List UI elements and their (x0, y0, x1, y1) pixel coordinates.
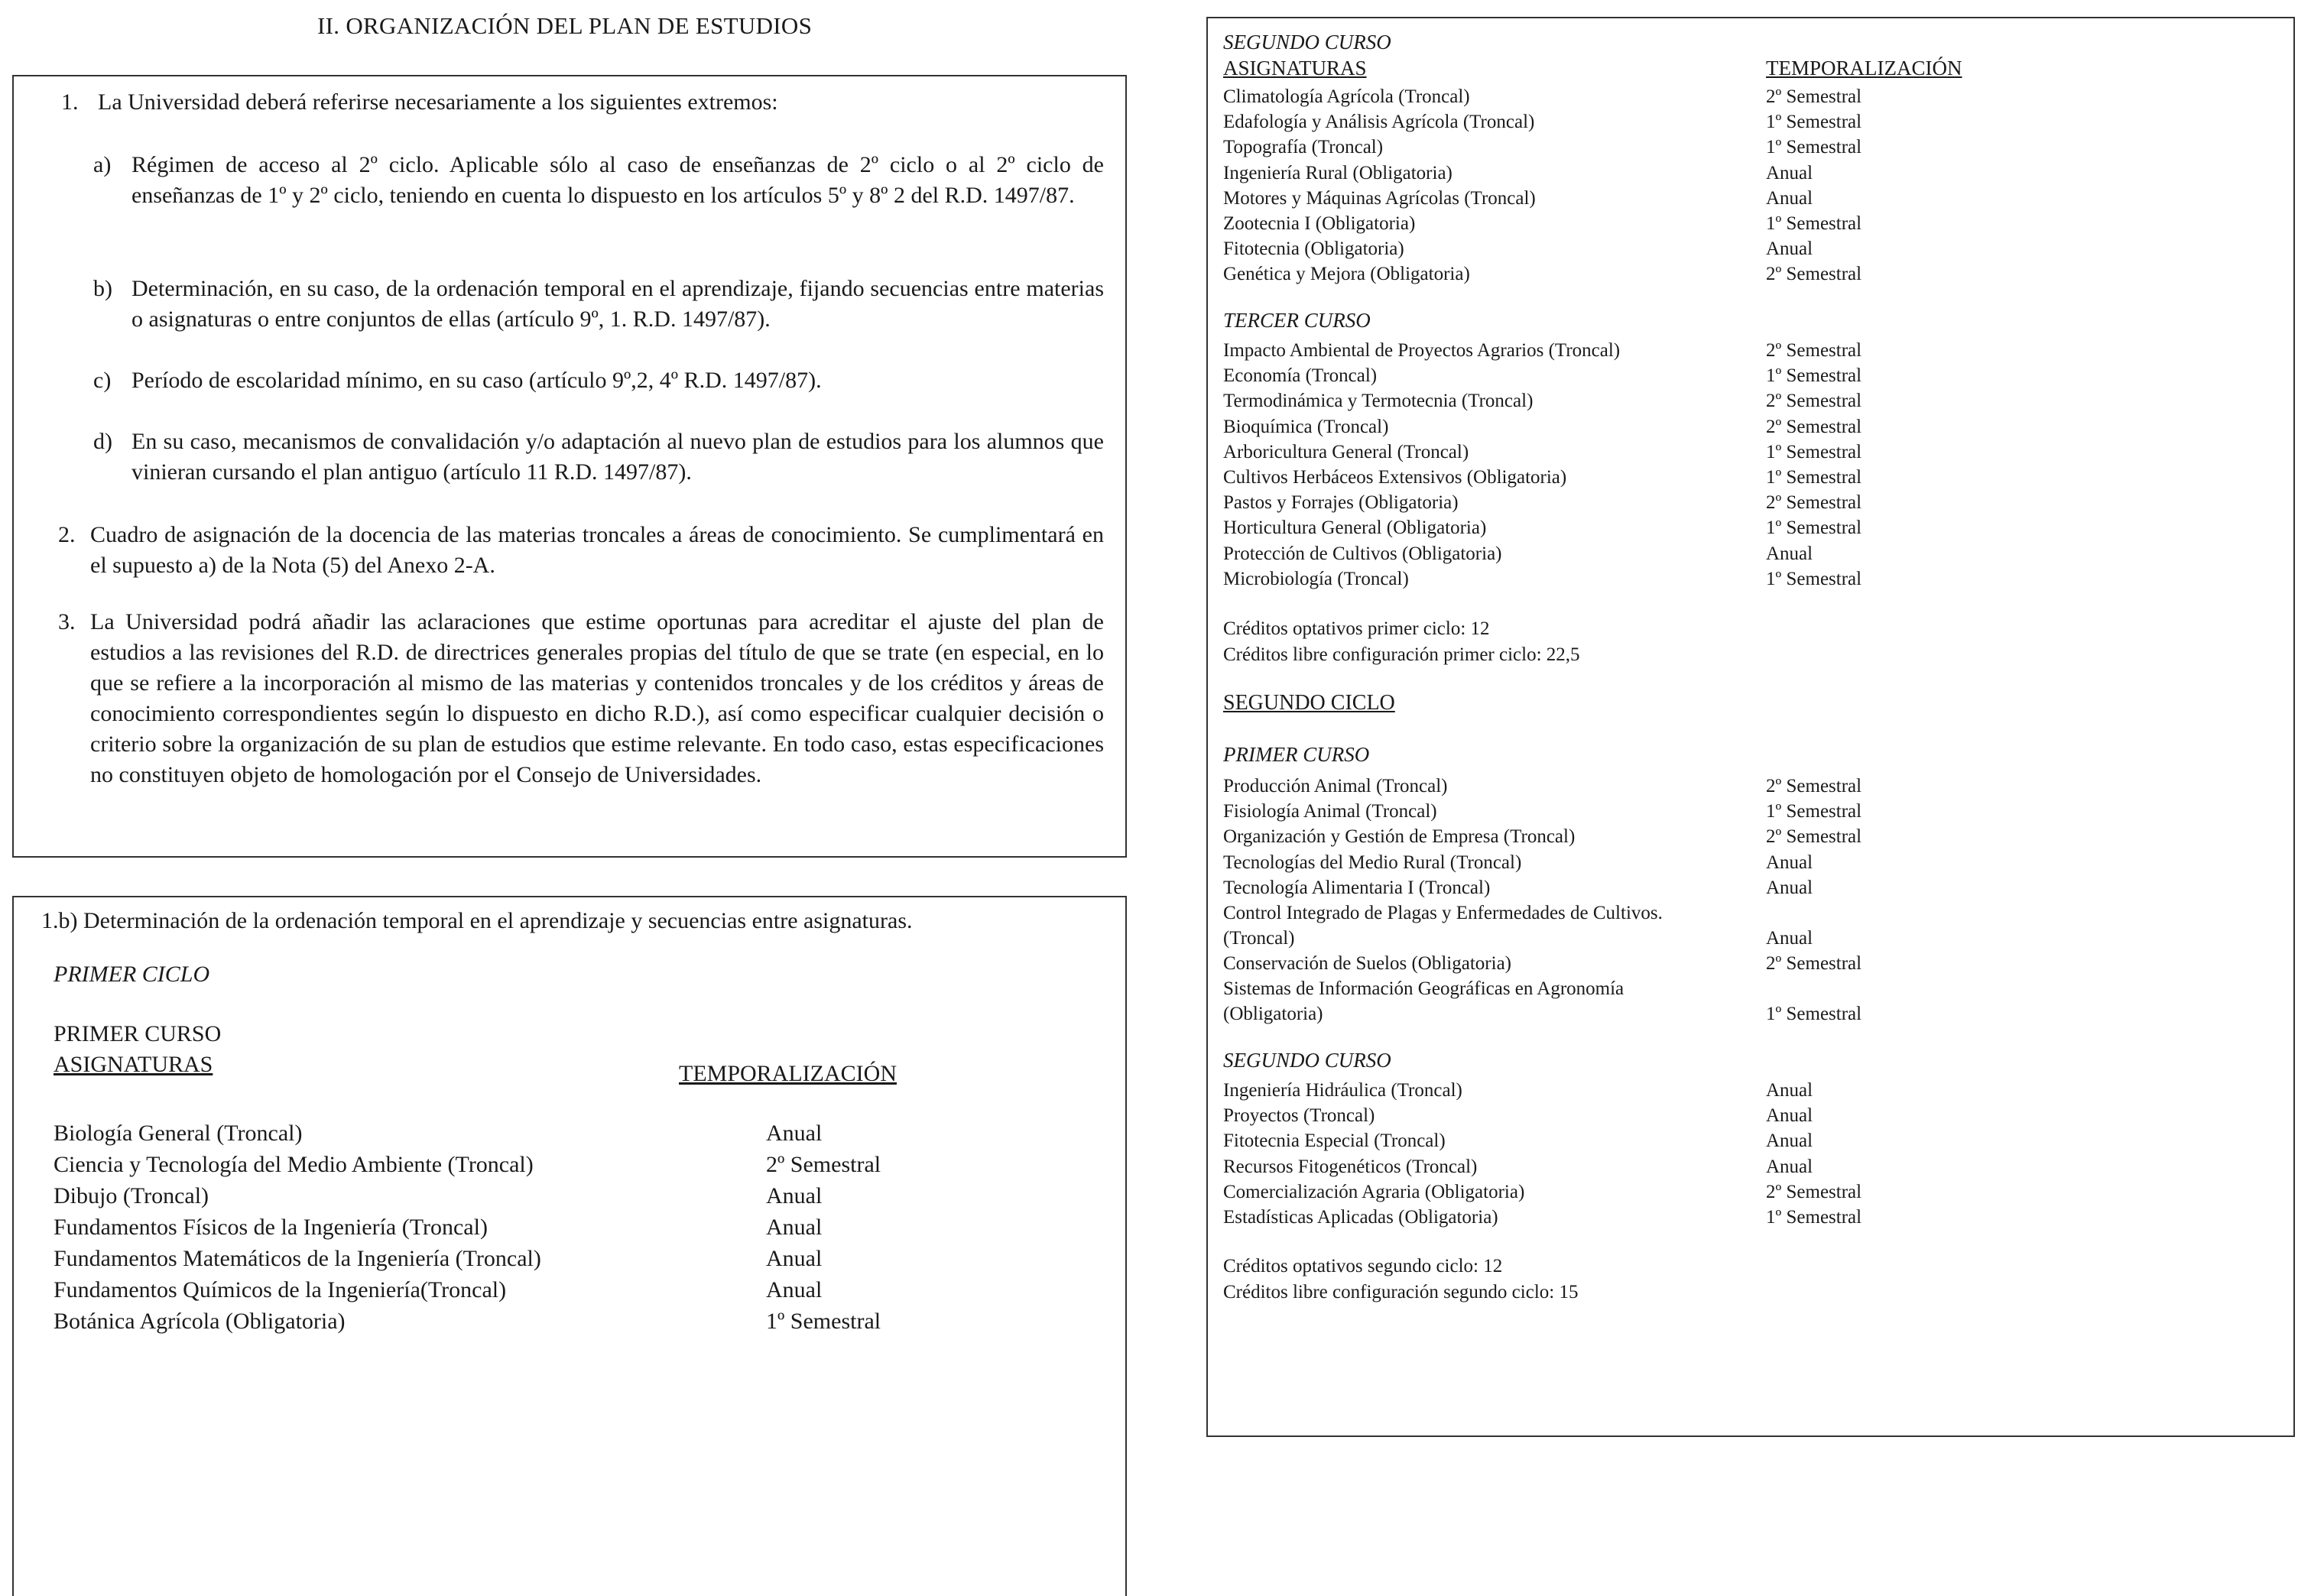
segundo-ciclo-heading: SEGUNDO CICLO (1223, 691, 1395, 715)
subject-time: Anual (1766, 162, 1813, 183)
creditos-libre-segundo: Créditos libre configuración segundo ciclo: 15 (1223, 1282, 1579, 1302)
subject-name: Biología General (Troncal) (54, 1121, 303, 1146)
subject-time: 2º Semestral (766, 1152, 881, 1177)
note-1 (61, 87, 1116, 118)
subject-name: Motores y Máquinas Agrícolas (Troncal) (1223, 187, 1536, 209)
list-item (1223, 1205, 2217, 1230)
subject-time: 2º Semestral (1766, 416, 1862, 437)
subject-time: 2º Semestral (1766, 340, 1862, 361)
list-item (1223, 850, 2217, 875)
list-item (1223, 875, 2217, 900)
subject-name: Fitotecnia Especial (Troncal) (1223, 1130, 1446, 1152)
tercer-curso-heading: TERCER CURSO (1223, 309, 1371, 332)
list-item (1223, 109, 2217, 135)
subject-name: Organización y Gestión de Empresa (Troncal) (1223, 826, 1576, 848)
subject-time: 2º Semestral (1766, 952, 1862, 974)
subject-name: Microbiología (Troncal) (1223, 568, 1409, 589)
list-item (1223, 161, 2217, 186)
list-item (1223, 388, 2217, 414)
subject-name: Termodinámica y Termotecnia (Troncal) (1223, 391, 1534, 412)
subject-time: Anual (766, 1246, 823, 1271)
creditos-optativos-primer: Créditos optativos primer ciclo: 12 (1223, 618, 1490, 639)
list-item (1223, 515, 2217, 540)
list-item (1223, 774, 2217, 799)
subject-name: Ingeniería Rural (Obligatoria) (1223, 162, 1452, 183)
item-b-label: b) (93, 276, 112, 301)
subject-name: Botánica Agrícola (Obligatoria) (54, 1309, 346, 1334)
note-3-text: La Universidad podrá añadir las aclaraciones que estime oportunas para acreditar el ajuste del plan de estudios a las revisiones del R.D. de directrices generales propias del título de que se trate (en especial, en lo que se refiere a la incorporación al mismo de las materias y contenidos troncales y de los créditos y áreas de conocimiento correspondientes según lo dispuesto en dicho R.D.), así como especificar cualquier decisión o criterio sobre la organización de su plan de estudios que estime relevante. En todo caso, estas especificaciones no constituyen objeto de homologación por el Consejo de Universidades. (90, 609, 1104, 787)
subject-name: Comercialización Agraria (Obligatoria) (1223, 1181, 1525, 1202)
note-1-text: La Universidad deberá referirse necesariamente a los siguientes extremos: (98, 89, 778, 115)
subject-time: Anual (1766, 1130, 1813, 1152)
subject-time: 1º Semestral (766, 1309, 881, 1334)
subject-time: Anual (1766, 852, 1813, 873)
subject-time: 2º Semestral (1766, 1181, 1862, 1202)
subject-name: Ciencia y Tecnología del Medio Ambiente (Troncal) (54, 1152, 534, 1177)
subject-name: Climatología Agrícola (Troncal) (1223, 86, 1470, 107)
creditos-primer-ciclo (1223, 616, 1580, 668)
list-item (1223, 490, 2217, 515)
primer-curso-2-heading: PRIMER CURSO (1223, 743, 1370, 766)
subject-time: Anual (766, 1215, 823, 1240)
subject-name: Proyectos (Troncal) (1223, 1105, 1375, 1127)
list-item (1223, 211, 2217, 236)
asignaturas-header: ASIGNATURAS (1223, 57, 1367, 79)
subject-time: 1º Semestral (1766, 137, 1862, 158)
primer-curso-heading: PRIMER CURSO (54, 1021, 222, 1046)
subject-name: Cultivos Herbáceos Extensivos (Obligatoria) (1223, 466, 1567, 488)
list-item (1223, 186, 2217, 211)
list-item (1223, 1078, 2217, 1103)
list-item (1223, 799, 2217, 824)
subject-name: Pastos y Forrajes (Obligatoria) (1223, 492, 1459, 514)
segundo-curso-2-list (1223, 1078, 2217, 1230)
subject-name: Fitotecnia (Obligatoria) (1223, 238, 1404, 260)
subject-time: Anual (1766, 543, 1813, 564)
list-item (1223, 135, 2217, 160)
segundo-curso-2-heading: SEGUNDO CURSO (1223, 1049, 1391, 1072)
creditos-segundo-ciclo (1223, 1254, 1578, 1306)
subject-name: Fundamentos Químicos de la Ingeniería(Troncal) (54, 1277, 507, 1302)
subject-name: Fundamentos Matemáticos de la Ingeniería (Troncal) (54, 1246, 541, 1271)
subject-time: Anual (1766, 927, 1813, 949)
subject-name: Genética y Mejora (Obligatoria) (1223, 264, 1470, 285)
list-item (1223, 900, 2217, 951)
subject-time: 1º Semestral (1766, 466, 1862, 488)
asignaturas-header: ASIGNATURAS (54, 1052, 213, 1077)
list-item (1223, 465, 2217, 490)
subject-time: 1º Semestral (1766, 112, 1862, 133)
creditos-libre-primer: Créditos libre configuración primer ciclo: 22,5 (1223, 644, 1580, 665)
subject-name: Recursos Fitogenéticos (Troncal) (1223, 1156, 1478, 1177)
subject-time: 1º Semestral (1766, 212, 1862, 234)
subject-time: Anual (1766, 1105, 1813, 1127)
item-c-text: Período de escolaridad mínimo, en su caso (artículo 9º,2, 4º R.D. 1497/87). (131, 368, 822, 393)
subject-time: 1º Semestral (1766, 1004, 1862, 1025)
subject-time: 2º Semestral (1766, 492, 1862, 514)
subject-time: 2º Semestral (1766, 391, 1862, 412)
list-item (1223, 976, 2217, 1027)
creditos-optativos-segundo: Créditos optativos segundo ciclo: 12 (1223, 1256, 1503, 1276)
list-item (1223, 824, 2217, 849)
list-item (54, 1212, 971, 1243)
subject-name: Bioquímica (Troncal) (1223, 416, 1389, 437)
list-item (54, 1149, 971, 1180)
subject-name: Estadísticas Aplicadas (Obligatoria) (1223, 1206, 1498, 1228)
temporalizacion-header: TEMPORALIZACIÓN (679, 1061, 897, 1086)
list-item (54, 1306, 971, 1337)
subject-name: Protección de Cultivos (Obligatoria) (1223, 543, 1502, 564)
item-a-label: a) (93, 152, 112, 177)
primer-ciclo-heading: PRIMER CICLO (54, 962, 210, 987)
list-item (54, 1274, 971, 1306)
subject-name: Zootecnia I (Obligatoria) (1223, 212, 1416, 234)
subject-name: Fisiología Animal (Troncal) (1223, 801, 1437, 822)
subject-time: 1º Semestral (1766, 1206, 1862, 1228)
list-item (1223, 261, 2217, 287)
page-title: II. ORGANIZACIÓN DEL PLAN DE ESTUDIOS (317, 12, 813, 39)
subject-name: Conservación de Suelos (Obligatoria) (1223, 952, 1511, 974)
subject-name: Fundamentos Físicos de la Ingeniería (Troncal) (54, 1215, 488, 1240)
subject-time: 2º Semestral (1766, 826, 1862, 848)
subject-name: Dibujo (Troncal) (54, 1183, 209, 1208)
subject-name: Impacto Ambiental de Proyectos Agrarios (Troncal) (1223, 340, 1621, 361)
tercer-curso-list (1223, 338, 2217, 592)
list-item (1223, 440, 2217, 465)
list-item (1223, 566, 2217, 592)
subject-time: 2º Semestral (1766, 776, 1862, 796)
subject-name: Edafología y Análisis Agrícola (Troncal) (1223, 112, 1535, 133)
item-d-text: En su caso, mecanismos de convalidación y/o adaptación al nuevo plan de estudios para los alumnos que vinieran cursando el plan antiguo (artículo 11 R.D. 1497/87). (131, 429, 1104, 485)
note-1-number: 1. (61, 89, 79, 115)
subject-time: Anual (1766, 1080, 1813, 1101)
list-item (1223, 1103, 2217, 1128)
note-2-text: Cuadro de asignación de la docencia de las materias troncales a áreas de conocimiento. Se cumplimentará en el supuesto a) de la Nota (5) del Anexo 2-A. (90, 522, 1104, 578)
subject-name: Arboricultura General (Troncal) (1223, 441, 1469, 462)
temporalizacion-header: TEMPORALIZACIÓN (1766, 57, 1962, 79)
subject-time: Anual (766, 1121, 823, 1146)
list-item (1223, 414, 2217, 440)
list-item (54, 1118, 971, 1149)
list-item (1223, 363, 2217, 388)
list-item (1223, 1179, 2217, 1205)
subject-time: 2º Semestral (1766, 86, 1862, 107)
item-c-label: c) (93, 368, 112, 393)
list-item (1223, 236, 2217, 261)
list-item (1223, 84, 2217, 109)
list-item (1223, 951, 2217, 976)
list-item (54, 1243, 971, 1274)
subject-time: 1º Semestral (1766, 568, 1862, 589)
subject-time: Anual (1766, 1156, 1813, 1177)
order-heading: 1.b) Determinación de la ordenación temporal en el aprendizaje y secuencias entre asignaturas. (41, 908, 913, 933)
subject-time: Anual (766, 1277, 823, 1302)
subject-time: 1º Semestral (1766, 365, 1862, 387)
subject-time: 1º Semestral (1766, 517, 1862, 539)
subject-time: 1º Semestral (1766, 801, 1862, 822)
subject-time: Anual (1766, 238, 1813, 260)
note-2-number: 2. (58, 522, 76, 547)
subject-name: Control Integrado de Plagas y Enfermedades de Cultivos. (Troncal) (1223, 902, 1663, 949)
list-item (1223, 541, 2217, 566)
primer-curso-2-list (1223, 774, 2217, 1027)
list-item (1223, 1128, 2217, 1153)
subject-name: Ingeniería Hidráulica (Troncal) (1223, 1080, 1462, 1101)
list-item (1223, 338, 2217, 363)
subject-name: Economía (Troncal) (1223, 365, 1378, 387)
subject-time: 2º Semestral (1766, 264, 1862, 285)
subject-time: Anual (766, 1183, 823, 1208)
item-b-text: Determinación, en su caso, de la ordenación temporal en el aprendizaje, fijando secuencias entre materias o asignaturas o entre conjuntos de ellas (artículo 9º, 1. R.D. 1497/87). (131, 276, 1104, 332)
item-d-label: d) (93, 429, 112, 454)
list-item (1223, 1154, 2217, 1179)
subject-name: Tecnología Alimentaria I (Troncal) (1223, 877, 1491, 898)
subject-time: 1º Semestral (1766, 441, 1862, 462)
item-a-text: Régimen de acceso al 2º ciclo. Aplicable sólo al caso de enseñanzas de 2º ciclo o al 2º ciclo de enseñanzas de 1º y 2º ciclo, teniendo en cuenta lo dispuesto en los artículos 5º y 8º 2 del R.D. 1497/87. (131, 152, 1104, 208)
list-item (54, 1180, 971, 1212)
segundo-curso-heading: SEGUNDO CURSO (1223, 31, 1391, 54)
subject-time: Anual (1766, 877, 1813, 898)
subject-name: Topografía (Troncal) (1223, 137, 1384, 158)
segundo-curso-list (1223, 84, 2217, 287)
subject-name: Horticultura General (Obligatoria) (1223, 517, 1487, 539)
note-3-number: 3. (58, 609, 76, 634)
subject-name: Tecnologías del Medio Rural (Troncal) (1223, 852, 1522, 873)
primer-curso-list (54, 1118, 971, 1337)
subject-time: Anual (1766, 187, 1813, 209)
subject-name: Sistemas de Información Geográficas en Agronomía (Obligatoria) (1223, 978, 1625, 1025)
subject-name: Producción Animal (Troncal) (1223, 776, 1448, 796)
